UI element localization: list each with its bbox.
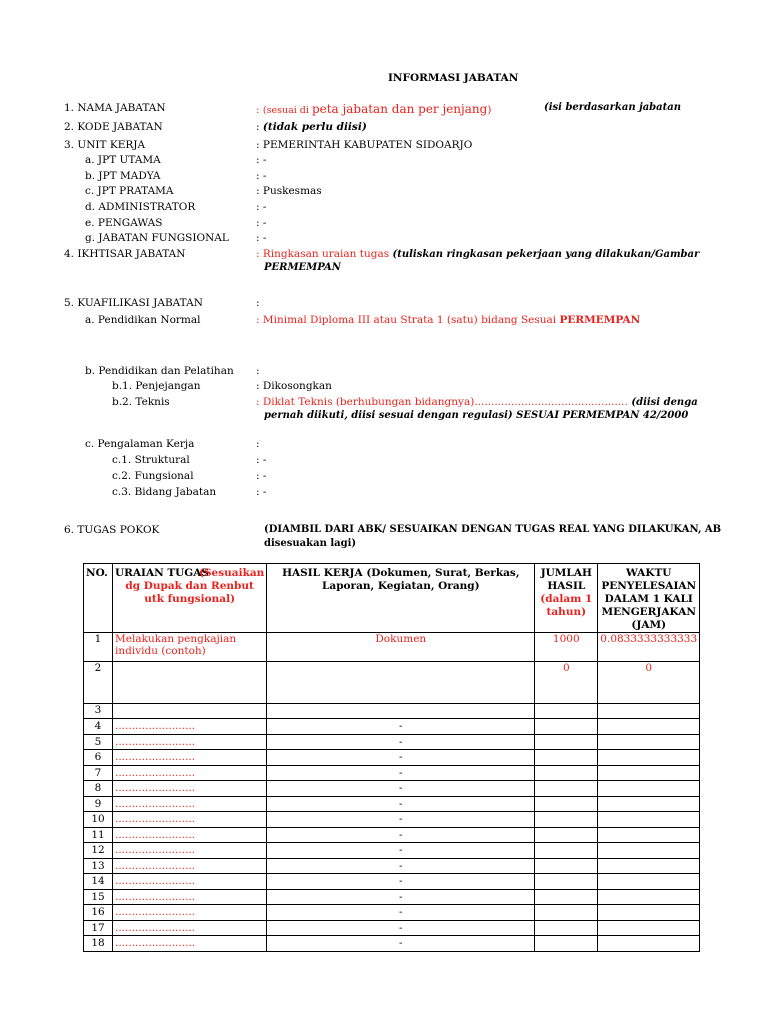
- jpt-pratama-value: Puskesmas: [262, 185, 322, 197]
- row-hasil: -: [267, 719, 535, 735]
- row-waktu: [598, 734, 700, 750]
- row-jumlah: [535, 858, 598, 874]
- table-row: [84, 858, 700, 874]
- row-jumlah: [535, 920, 598, 936]
- row-uraian: ........................: [113, 812, 267, 828]
- note-suffix: ): [487, 104, 492, 116]
- colon: :: [256, 486, 260, 498]
- value-penjenjangan: [256, 380, 332, 392]
- row-jumlah: [535, 812, 598, 828]
- header-uraian-black: URAIAN TUGAS: [115, 567, 210, 579]
- row-uraian: [113, 704, 267, 719]
- tugas-note-line1: (DIAMBIL DARI ABK/ SESUAIKAN DENGAN TUGAS REAL YANG DILAKUKAN, AB: [264, 524, 722, 535]
- label-nama-jabatan: 1. NAMA JABATAN: [64, 102, 166, 114]
- row-jumlah: [535, 765, 598, 781]
- row-uraian: ........................: [113, 750, 267, 766]
- table-row: [84, 843, 700, 859]
- table-row: [84, 827, 700, 843]
- row-jumlah: [535, 719, 598, 735]
- colon: :: [256, 121, 260, 133]
- header-no: NO.: [84, 564, 113, 633]
- row-uraian: ........................: [113, 719, 267, 735]
- row-waktu: [598, 874, 700, 890]
- row-no: 16: [84, 905, 113, 921]
- row-hasil: [267, 662, 535, 704]
- colon: :: [256, 185, 260, 197]
- row-jumlah: [535, 781, 598, 797]
- row-waktu: 0: [598, 662, 700, 704]
- struktural-value: -: [262, 454, 267, 466]
- row-hasil: -: [267, 889, 535, 905]
- table-body-rows: [84, 719, 700, 952]
- label-pengalaman: c. Pengalaman Kerja: [85, 438, 195, 450]
- colon: :: [256, 438, 260, 450]
- row-jumlah: [535, 905, 598, 921]
- colon: :: [256, 380, 260, 392]
- row-jumlah: [535, 704, 598, 719]
- row-waktu: [598, 843, 700, 859]
- row-waktu: [598, 936, 700, 952]
- label-teknis: b.2. Teknis: [112, 396, 170, 408]
- row-no: 14: [84, 874, 113, 890]
- colon: :: [256, 470, 260, 482]
- row-no: 7: [84, 765, 113, 781]
- header-jumlah-red: (dalam 1 tahun): [540, 593, 593, 618]
- unit-value: PEMERINTAH KABUPATEN SIDOARJO: [262, 139, 473, 151]
- row-no: 15: [84, 889, 113, 905]
- table-row: [84, 812, 700, 828]
- colon: :: [256, 232, 260, 244]
- row-hasil: -: [267, 750, 535, 766]
- row-no: 13: [84, 858, 113, 874]
- label-struktural: c.1. Struktural: [112, 454, 190, 466]
- fungsional-value: -: [262, 232, 267, 244]
- table-row: [84, 662, 700, 704]
- row-waktu: [598, 719, 700, 735]
- row-uraian: ........................: [113, 843, 267, 859]
- colon: :: [256, 365, 260, 377]
- row-no: 2: [84, 662, 113, 704]
- row-uraian: ........................: [113, 781, 267, 797]
- label-tugas-pokok: 6. TUGAS POKOK: [64, 524, 160, 536]
- row-no: 17: [84, 920, 113, 936]
- table-header-row: [84, 564, 700, 633]
- row-no: 3: [84, 704, 113, 719]
- value-pengawas: [256, 217, 266, 229]
- row-uraian: ........................: [113, 858, 267, 874]
- row-no: 11: [84, 827, 113, 843]
- label-jpt-pratama: c. JPT PRATAMA: [85, 185, 174, 197]
- row-jumlah: [535, 750, 598, 766]
- label-administrator: d. ADMINISTRATOR: [85, 201, 196, 213]
- table-row: [84, 889, 700, 905]
- ikhtisar-italic: (tuliskan ringkasan pekerjaan yang dilakukan/Gambar: [392, 249, 700, 260]
- header-hasil: HASIL KERJA (Dokumen, Surat, Berkas, Laporan, Kegiatan, Orang): [267, 564, 535, 633]
- row-hasil: Dokumen: [267, 633, 535, 662]
- note-red-big: peta jabatan dan per jenjang: [311, 102, 488, 116]
- kode-value: (tidak perlu diisi): [262, 121, 367, 133]
- value-jpt-utama: [256, 154, 266, 166]
- row-jumlah: [535, 874, 598, 890]
- row-hasil: -: [267, 905, 535, 921]
- row-no: 1: [84, 633, 113, 662]
- colon: :: [256, 248, 260, 260]
- jpt-utama-value: -: [262, 154, 267, 166]
- row-uraian: ........................: [113, 874, 267, 890]
- row-hasil: -: [267, 858, 535, 874]
- table-row: [84, 765, 700, 781]
- teknis-line2: pernah diikuti, diisi sesuai dengan regulasi) SESUAI PERMEMPAN 42/2000: [264, 410, 689, 421]
- value-teknis: [256, 396, 698, 408]
- pendidikan-bold: PERMEMPAN: [559, 314, 641, 326]
- teknis-italic: (diisi denga: [627, 397, 698, 408]
- row-uraian: ........................: [113, 936, 267, 952]
- colon: :: [256, 170, 260, 182]
- row-hasil: -: [267, 812, 535, 828]
- table-row: [84, 936, 700, 952]
- row-no: 10: [84, 812, 113, 828]
- row-waktu: [598, 905, 700, 921]
- table-row: [84, 719, 700, 735]
- row-uraian: ........................: [113, 734, 267, 750]
- row-hasil: -: [267, 874, 535, 890]
- table-row: [84, 734, 700, 750]
- colon: :: [256, 454, 260, 466]
- row-jumlah: [535, 796, 598, 812]
- value-jpt-pratama: [256, 185, 322, 197]
- row-jumlah: [535, 734, 598, 750]
- table-row: [84, 781, 700, 797]
- label-pengawas: e. PENGAWAS: [85, 217, 163, 229]
- row-waktu: [598, 781, 700, 797]
- row-waktu: [598, 827, 700, 843]
- row-jumlah: [535, 936, 598, 952]
- row-no: 4: [84, 719, 113, 735]
- value-ikhtisar: [256, 248, 699, 260]
- label-jpt-utama: a. JPT UTAMA: [85, 154, 161, 166]
- row-waktu: [598, 889, 700, 905]
- tugas-note-line2: disesuakan lagi): [264, 538, 357, 549]
- table-row: [84, 796, 700, 812]
- pendidikan-value: Minimal Diploma III atau Strata 1 (satu) bidang Sesuai: [262, 314, 560, 326]
- colon: :: [256, 297, 260, 309]
- label-unit-kerja: 3. UNIT KERJA: [64, 139, 146, 151]
- row-uraian: ........................: [113, 765, 267, 781]
- row-uraian: [113, 662, 267, 704]
- value-jpt-madya: [256, 170, 266, 182]
- row-hasil: -: [267, 796, 535, 812]
- value-unit-kerja: [256, 139, 472, 151]
- row-uraian: ........................: [113, 905, 267, 921]
- note-italic-nama: (isi berdasarkan jabatan: [544, 102, 682, 113]
- label-kode-jabatan: 2. KODE JABATAN: [64, 121, 163, 133]
- row-jumlah: 1000: [535, 633, 598, 662]
- colon: :: [256, 314, 260, 326]
- value-fungsional: [256, 470, 266, 482]
- ikhtisar-line2: PERMEMPAN: [264, 262, 341, 273]
- row-no: 6: [84, 750, 113, 766]
- row-hasil: -: [267, 765, 535, 781]
- row-no: 5: [84, 734, 113, 750]
- row-no: 18: [84, 936, 113, 952]
- row-waktu: [598, 765, 700, 781]
- label-pendidikan-pelatihan: b. Pendidikan dan Pelatihan: [85, 365, 234, 377]
- header-jumlah-black: JUMLAH HASIL: [540, 567, 592, 592]
- row-hasil: -: [267, 827, 535, 843]
- row-waktu: 0.0833333333333: [598, 633, 700, 662]
- row-uraian: Melakukan pengkajian individu (contoh): [113, 633, 267, 662]
- row-hasil: -: [267, 843, 535, 859]
- row-hasil: -: [267, 920, 535, 936]
- jpt-madya-value: -: [262, 170, 267, 182]
- row-uraian: ........................: [113, 827, 267, 843]
- label-jpt-madya: b. JPT MADYA: [85, 170, 161, 182]
- table-row: [84, 920, 700, 936]
- value-bidang-jabatan: [256, 486, 266, 498]
- label-pendidikan-normal: a. Pendidikan Normal: [85, 314, 201, 326]
- label-jabatan-fungsional: g. JABATAN FUNGSIONAL: [85, 232, 229, 244]
- header-uraian: [113, 564, 267, 633]
- row-no: 9: [84, 796, 113, 812]
- table-row: [84, 704, 700, 719]
- colon: :: [256, 396, 260, 408]
- label-fungsional: c.2. Fungsional: [112, 470, 194, 482]
- penjenjangan-value: Dikosongkan: [262, 380, 332, 392]
- table-row: [84, 750, 700, 766]
- table-row: [84, 874, 700, 890]
- label-bidang-jabatan: c.3. Bidang Jabatan: [112, 486, 217, 498]
- row-hasil: [267, 704, 535, 719]
- value-struktural: [256, 454, 266, 466]
- tugas-table: [83, 563, 700, 952]
- fungsional-exp-value: -: [262, 470, 267, 482]
- ikhtisar-red: Ringkasan uraian tugas: [262, 248, 393, 260]
- row-jumlah: [535, 889, 598, 905]
- table-row: [84, 905, 700, 921]
- row-jumlah: [535, 827, 598, 843]
- row-waktu: [598, 704, 700, 719]
- value-kode-jabatan: [256, 121, 367, 133]
- label-penjenjangan: b.1. Penjejangan: [112, 380, 201, 392]
- colon: :: [256, 104, 260, 116]
- header-waktu: WAKTU PENYELESAIAN DALAM 1 KALI MENGERJAKAN (JAM): [598, 564, 700, 633]
- value-pendidikan-normal: [256, 314, 640, 326]
- header-uraian-red: (Sesuaikan dg Dupak dan Renbut utk fungsional): [125, 567, 265, 605]
- value-jabatan-fungsional: [256, 232, 266, 244]
- bidang-value: -: [262, 486, 267, 498]
- row-waktu: [598, 858, 700, 874]
- table-row: [84, 633, 700, 662]
- label-ikhtisar: 4. IKHTISAR JABATAN: [64, 248, 186, 260]
- row-hasil: -: [267, 936, 535, 952]
- colon: :: [256, 139, 260, 151]
- row-waktu: [598, 750, 700, 766]
- page-title: INFORMASI JABATAN: [388, 72, 519, 84]
- teknis-red: Diklat Teknis (berhubungan bidangnya)..............................................: [262, 396, 628, 408]
- note-nama-jabatan: [256, 102, 491, 116]
- colon: :: [256, 217, 260, 229]
- row-hasil: -: [267, 781, 535, 797]
- note-prefix: (sesuai di: [262, 105, 312, 116]
- administrator-value: -: [262, 201, 267, 213]
- colon: :: [256, 154, 260, 166]
- value-administrator: [256, 201, 266, 213]
- row-jumlah: [535, 843, 598, 859]
- header-jumlah: [535, 564, 598, 633]
- label-kualifikasi: 5. KUAFILIKASI JABATAN: [64, 297, 203, 309]
- row-uraian: ........................: [113, 796, 267, 812]
- row-jumlah: 0: [535, 662, 598, 704]
- row-waktu: [598, 796, 700, 812]
- colon: :: [256, 201, 260, 213]
- row-hasil: -: [267, 734, 535, 750]
- row-no: 12: [84, 843, 113, 859]
- row-waktu: [598, 812, 700, 828]
- row-uraian: ........................: [113, 920, 267, 936]
- row-no: 8: [84, 781, 113, 797]
- row-waktu: [598, 920, 700, 936]
- pengawas-value: -: [262, 217, 267, 229]
- row-uraian: ........................: [113, 889, 267, 905]
